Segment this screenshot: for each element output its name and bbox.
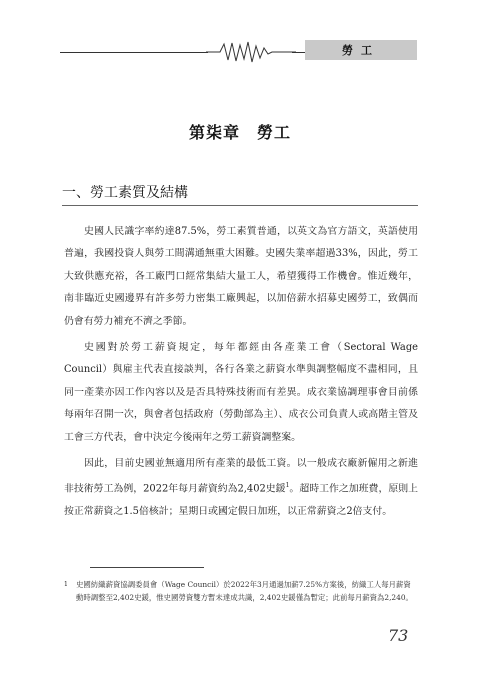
header-wave-ornament [206,40,296,64]
paragraph-text: 。超時工作之加班費，原則上按正常薪資之1.5倍核計；星期日或國定假日加班，以正常薪資之2倍支付。 [64,483,418,518]
paragraph [64,453,418,524]
chapter-title: 第柒章 勞工 [188,123,291,142]
section-underline [62,205,418,206]
footnote-text: 史國紡織薪資協調委員會（Wage Council）於2022年3月通過加薪7.25%方案後，紡織工人每月薪資動時調整至2,402史鍰，惟史國勞資雙方暫未達成共識，2,402史鍰僅為暫定；此前每月薪資為2,240。 [76,580,413,602]
running-header-title: 勞工 [342,44,380,57]
footnote [64,578,418,604]
section-heading: 一、勞工素質及結構 [62,185,188,201]
page-number: 73 [388,626,409,645]
footnote-separator [90,567,204,568]
header-rule-left [60,52,208,53]
footnote-reference: 1 [285,482,290,490]
paragraph: 史國對於勞工薪資規定，每年都經由各產業工會（Sectoral Wage Council）與雇主代表直接談判，各行各業之薪資水準與調整幅度不盡相同，且同一產業亦因工作內容以及是否具特殊技術而有差異。成衣業協調理事會目前係每兩年召開一次，與會者包括政府（勞動部為主）、成衣公司負責人或高階主管及工會三方代表，會中決定今後兩年之勞工薪資調整案。 [64,342,418,443]
footnote-mark: 1 [64,581,68,588]
paragraph: 史國人民識字率約達87.5%，勞工素質普通，以英文為官方語文，英語使用普遍，我國投資人與勞工間溝通無重大困難。史國失業率超過33%，因此，勞工大致供應充裕，各工廠門口經常集結大量工人，希望獲得工作機會。惟近幾年，南非臨近史國邊界有許多勞力密集工廠興起，以加倍薪水招募史國勞工，致偶而仍會有勞力補充不濟之季節。 [64,226,418,327]
body-text [64,221,418,528]
running-header-box [305,40,417,60]
paragraph-text: 因此，目前史國並無適用所有產業的最低工資。以一般成衣廠新僱用之新進非技術勞工為例，2022年每月薪資約為2,402史鍰 [64,458,418,495]
